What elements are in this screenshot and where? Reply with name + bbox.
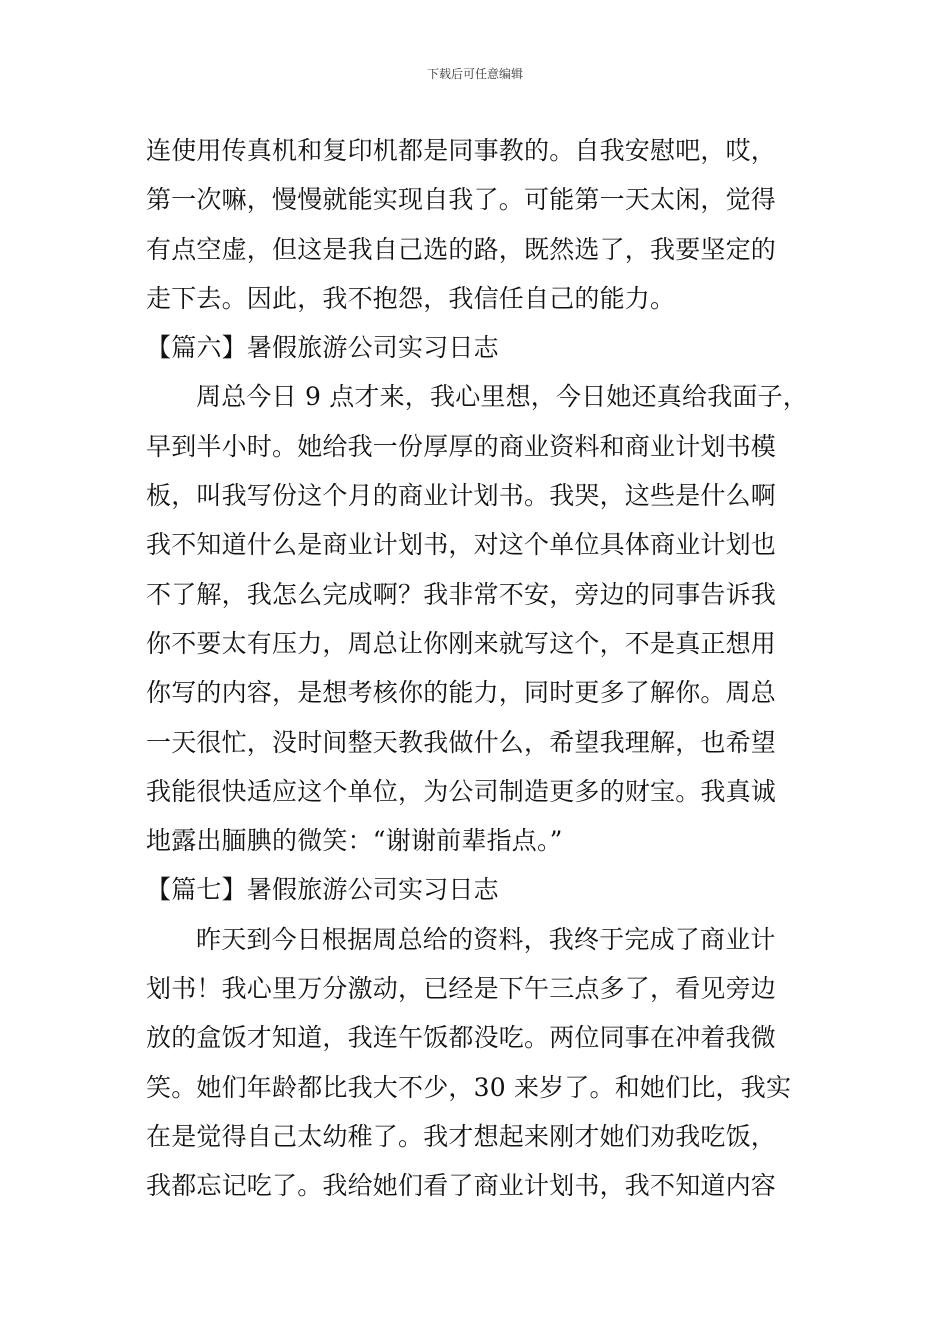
page-header: 下载后可任意编辑 bbox=[426, 67, 523, 81]
paragraph-first-line: 昨天到今日根据周总给的资料，我终于完成了商业计 bbox=[196, 924, 776, 954]
text-line: 早到半小时。她给我一份厚厚的商业资料和商业计划书模 bbox=[146, 431, 777, 461]
text-line: 不了解，我怎么完成啊？我非常不安，旁边的同事告诉我 bbox=[146, 579, 777, 609]
text-line: 你不要太有压力，周总让你刚来就写这个，不是真正想用 bbox=[146, 628, 777, 658]
section-heading: 【篇七】暑假旅游公司实习日志 bbox=[146, 875, 499, 905]
paragraph-first-line: 周总今日 9 点才来，我心里想，今日她还真给我面子， bbox=[196, 382, 809, 412]
text-line: 我能很快适应这个单位，为公司制造更多的财宝。我真诚 bbox=[146, 776, 777, 806]
section-heading: 【篇六】暑假旅游公司实习日志 bbox=[146, 333, 499, 363]
text-line: 连使用传真机和复印机都是同事教的。自我安慰吧，哎， bbox=[146, 136, 777, 165]
text-line: 有点空虚，但这是我自己选的路，既然选了，我要坚定的 bbox=[146, 234, 777, 264]
document-body bbox=[146, 126, 810, 1211]
text-line: 一天很忙，没时间整天教我做什么，希望我理解，也希望 bbox=[146, 727, 777, 757]
text-line: 地露出腼腆的微笑：“谢谢前辈指点。” bbox=[146, 826, 563, 856]
text-line: 放的盒饭才知道，我连午饭都没吃。两位同事在冲着我微 bbox=[146, 1023, 777, 1053]
text-line: 划书！我心里万分激动，已经是下午三点多了，看见旁边 bbox=[146, 974, 777, 1004]
text-line: 我都忘记吃了。我给她们看了商业计划书，我不知道内容 bbox=[146, 1171, 777, 1201]
text-line: 你写的内容，是想考核你的能力，同时更多了解你。周总 bbox=[146, 678, 777, 708]
text-line: 在是觉得自己太幼稚了。我才想起来刚才她们劝我吃饭， bbox=[146, 1121, 777, 1151]
text-line: 第一次嘛，慢慢就能实现自我了。可能第一天太闲，觉得 bbox=[146, 185, 777, 215]
text-line: 笑。她们年龄都比我大不少，30 来岁了。和她们比，我实 bbox=[146, 1072, 792, 1102]
text-line: 我不知道什么是商业计划书，对这个单位具体商业计划也 bbox=[146, 530, 777, 560]
text-line: 板，叫我写份这个月的商业计划书。我哭，这些是什么啊 bbox=[146, 481, 777, 511]
text-line: 走下去。因此，我不抱怨，我信任自己的能力。 bbox=[146, 283, 676, 313]
